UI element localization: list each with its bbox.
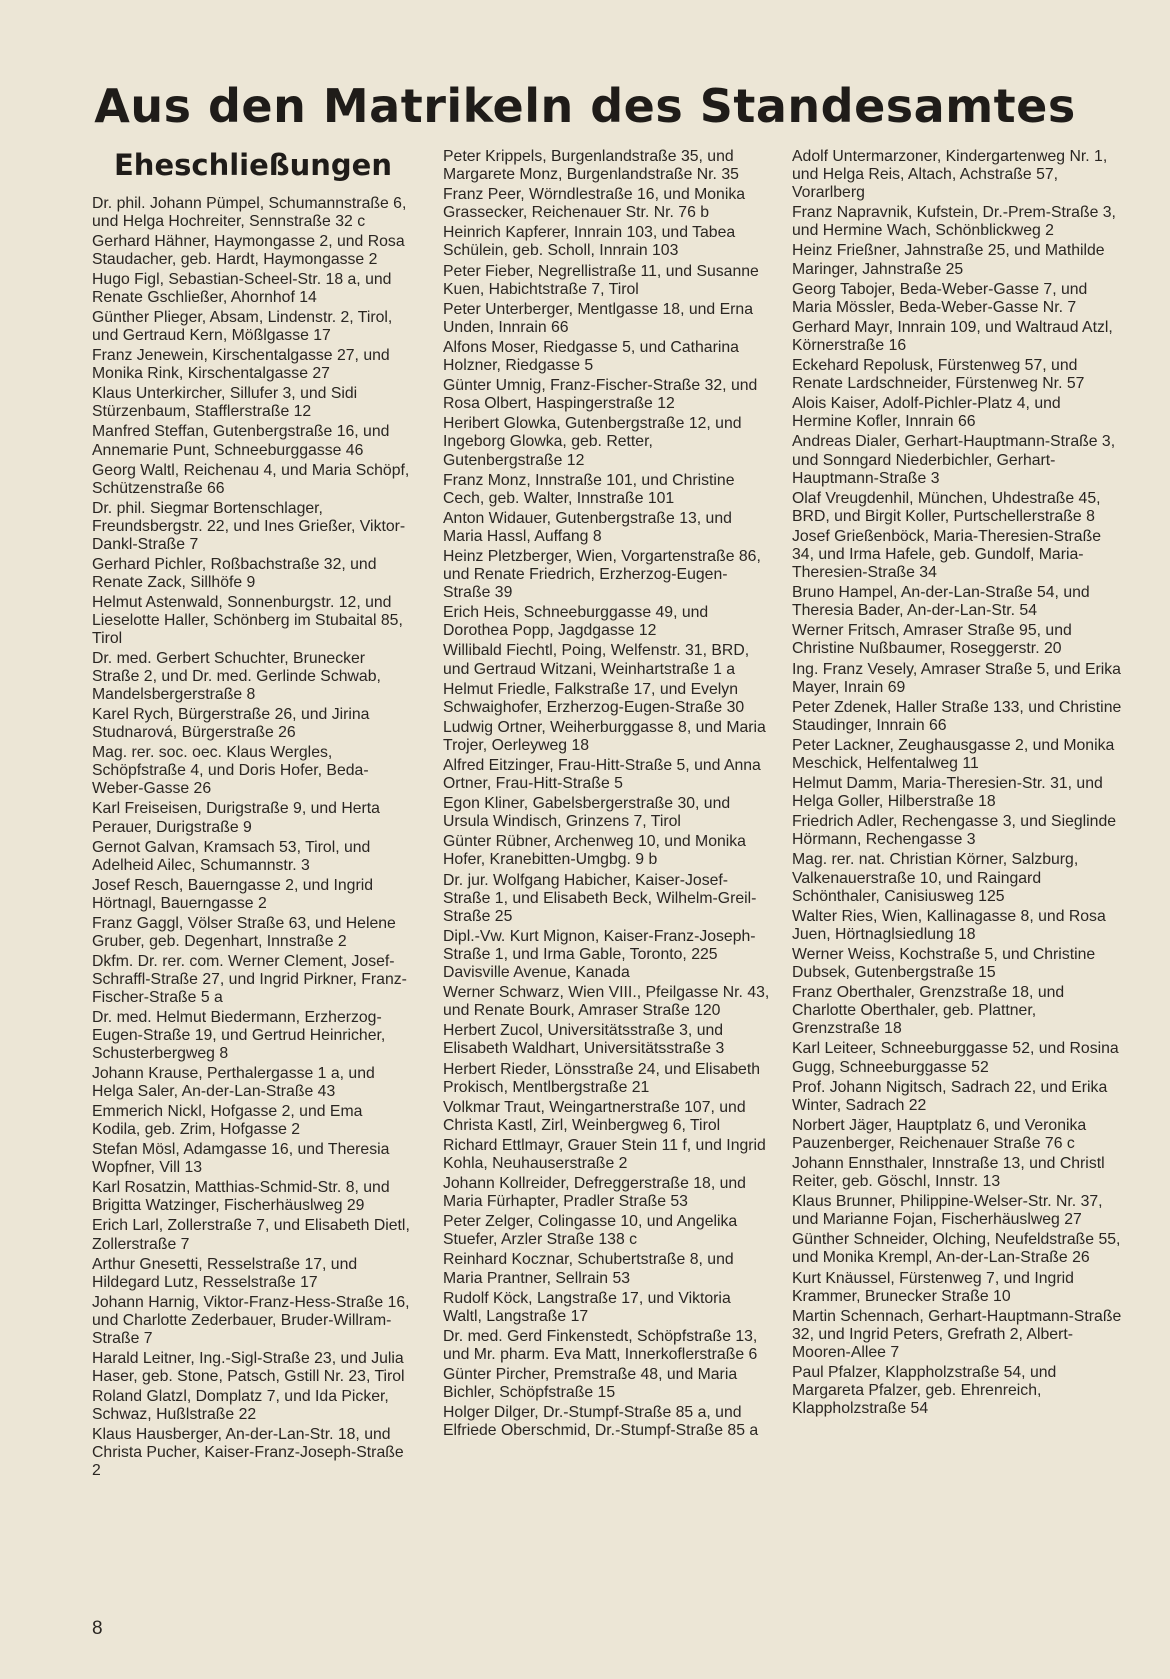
marriage-entry: Norbert Jäger, Hauptplatz 6, und Veronika Pauzenberger, Reichenauer Straße 76 c	[792, 1116, 1087, 1152]
marriage-entry: Peter Unterberger, Mentlgasse 18, und Erna Unden, Innrain 66	[443, 300, 753, 336]
page-title: Aus den Matrikeln des Standesamtes	[94, 79, 1076, 133]
marriage-entry: Martin Schennach, Gerhart-Hauptmann-Straße 32, und Ingrid Peters, Grefrath 2, Albert-Mooren-Allee 7	[792, 1307, 1122, 1361]
marriage-entry: Franz Peer, Wörndlestraße 16, und Monika Grassecker, Reichenauer Str. Nr. 76 b	[443, 186, 746, 222]
marriage-entry: Kurt Knäussel, Fürstenweg 7, und Ingrid Krammer, Brunecker Straße 10	[792, 1269, 1074, 1305]
marriage-entry: Heinrich Kapferer, Innrain 103, und Tabea Schülein, geb. Scholl, Innrain 103	[443, 224, 736, 260]
marriage-entry: Richard Ettlmayr, Grauer Stein 11 f, und Ingrid Kohla, Neuhauserstraße 2	[443, 1136, 766, 1172]
marriage-entry: Erich Heis, Schneeburggasse 49, und Dorothea Popp, Jagdgasse 12	[443, 604, 709, 640]
column-3	[792, 148, 1122, 1420]
marriage-entry: Helmut Damm, Maria-Theresien-Str. 31, und Helga Goller, Hilberstraße 18	[792, 775, 1103, 811]
marriage-entry: Karl Freiseisen, Durigstraße 9, und Herta Perauer, Durigstraße 9	[92, 800, 380, 836]
marriage-entry: Gerhard Hähner, Haymongasse 2, und Rosa Staudacher, geb. Hardt, Haymongasse 2	[92, 233, 405, 269]
marriage-entry: Herbert Zucol, Universitätsstraße 3, und Elisabeth Waldhart, Universitätsstraße 3	[443, 1022, 725, 1058]
marriage-entry: Olaf Vreugdenhil, München, Uhdestraße 45, BRD, und Birgit Koller, Purtschellerstraße 8	[792, 489, 1101, 525]
marriage-entry: Helmut Astenwald, Sonnenburgstr. 12, und Lieselotte Haller, Schönberg im Stubaital 85, Tirol	[92, 593, 403, 648]
marriage-entry: Johann Krause, Perthalergasse 1 a, und Helga Saler, An-der-Lan-Straße 43	[92, 1065, 375, 1101]
section-heading: Eheschließungen	[114, 148, 392, 182]
marriage-entry: Helmut Friedle, Falkstraße 17, und Evelyn Schwaighofer, Erzherzog-Eugen-Straße 30	[443, 680, 745, 716]
marriage-entry: Werner Schwarz, Wien VIII., Pfeilgasse Nr. 43, und Renate Bourk, Amraser Straße 120	[443, 984, 770, 1020]
marriage-entry: Johann Ennsthaler, Innstraße 13, und Christl Reiter, geb. Göschl, Innstr. 13	[792, 1154, 1105, 1191]
marriage-entry: Günter Umnig, Franz-Fischer-Straße 32, und Rosa Olbert, Haspingerstraße 12	[443, 377, 758, 413]
marriage-entry: Roland Glatzl, Domplatz 7, und Ida Picker, Schwaz, Hußlstraße 22	[92, 1387, 389, 1423]
entry-list	[92, 195, 414, 1480]
marriage-entry: Andreas Dialer, Gerhart-Hauptmann-Straße 3, und Sonngard Niederbichler, Gerhart-Hauptmann-Straße 3	[792, 433, 1116, 487]
marriage-entry: Reinhard Kocznar, Schubertstraße 8, und Maria Prantner, Sellrain 53	[443, 1251, 734, 1287]
entry-list	[792, 148, 1122, 1418]
marriage-entry: Georg Waltl, Reichenau 4, und Maria Schöpf, Schützenstraße 66	[92, 461, 410, 497]
marriage-entry: Volkmar Traut, Weingartnerstraße 107, und Christa Kastl, Zirl, Weinbergweg 6, Tirol	[443, 1098, 746, 1134]
marriage-entry: Gerhard Pichler, Roßbachstraße 32, und Renate Zack, Sillhöfe 9	[92, 555, 377, 591]
marriage-entry: Mag. rer. soc. oec. Klaus Wergles, Schöpfstraße 4, und Doris Hofer, Beda-Weber-Gasse 26	[92, 744, 369, 798]
marriage-entry: Gernot Galvan, Kramsach 53, Tirol, und Adelheid Ailec, Schumannstr. 3	[92, 838, 371, 874]
marriage-entry: Karl Rosatzin, Matthias-Schmid-Str. 8, und Brigitta Watzinger, Fischerhäuslweg 29	[92, 1179, 390, 1215]
marriage-entry: Ludwig Ortner, Weiherburggasse 8, und Maria Trojer, Oerleyweg 18	[443, 718, 766, 754]
marriage-entry: Johann Kollreider, Defreggerstraße 18, und Maria Fürhapter, Pradler Straße 53	[443, 1175, 746, 1211]
marriage-entry: Adolf Untermarzoner, Kindergartenweg Nr. 1, und Helga Reis, Altach, Achstraße 57, Vorarlberg	[792, 148, 1108, 202]
marriage-entry: Günther Schneider, Olching, Neufeldstraße 55, und Monika Krempl, An-der-Lan-Straße 26	[792, 1231, 1121, 1267]
marriage-entry: Hugo Figl, Sebastian-Scheel-Str. 18 a, und Renate Gschließer, Ahornhof 14	[92, 271, 392, 307]
marriage-entry: Heribert Glowka, Gutenbergstraße 12, und Ingeborg Glowka, geb. Retter, Gutenbergstraße 12	[443, 415, 742, 469]
marriage-entry: Paul Pfalzer, Klappholzstraße 54, und Margareta Pfalzer, geb. Ehrenreich, Klappholzstraße 54	[792, 1364, 1057, 1418]
marriage-entry: Alfons Moser, Riedgasse 5, und Catharina Holzner, Riedgasse 5	[443, 338, 739, 375]
marriage-entry: Dr. jur. Wolfgang Habicher, Kaiser-Josef-Straße 1, und Elisabeth Beck, Wilhelm-Greil-Straße 25	[443, 871, 757, 925]
marriage-entry: Bruno Hampel, An-der-Lan-Straße 54, und Theresia Bader, An-der-Lan-Str. 54	[792, 584, 1090, 620]
marriage-entry: Walter Ries, Wien, Kallinagasse 8, und Rosa Juen, Hörtnaglsiedlung 18	[792, 907, 1106, 943]
marriage-entry: Stefan Mösl, Adamgasse 16, und Theresia Wopfner, Vill 13	[92, 1141, 390, 1177]
marriage-entry: Klaus Hausberger, An-der-Lan-Str. 18, und Christa Pucher, Kaiser-Franz-Joseph-Straße 2	[92, 1425, 404, 1480]
marriage-entry: Dr. phil. Johann Pümpel, Schumannstraße 6, und Helga Hochreiter, Sennstraße 32 c	[92, 195, 407, 231]
marriage-entry: Peter Zdenek, Haller Straße 133, und Christine Staudinger, Innrain 66	[792, 698, 1122, 734]
marriage-entry: Heinz Frießner, Jahnstraße 25, und Mathilde Maringer, Jahnstraße 25	[792, 242, 1105, 278]
marriage-entry: Dr. med. Gerd Finkenstedt, Schöpfstraße 13, und Mr. pharm. Eva Matt, Innerkoflerstraße 6	[443, 1327, 758, 1363]
marriage-entry: Josef Grießenböck, Maria-Theresien-Straße 34, und Irma Hafele, geb. Gundolf, Maria-Theresien-Straße 34	[792, 527, 1102, 582]
marriage-entry: Mag. rer. nat. Christian Körner, Salzburg, Valkenauerstraße 10, und Raingard Schönthaler, Canisiusweg 125	[792, 851, 1079, 905]
marriage-entry: Holger Dilger, Dr.-Stumpf-Straße 85 a, und Elfriede Oberschmid, Dr.-Stumpf-Straße 85 a	[443, 1404, 759, 1440]
marriage-entry: Franz Napravnik, Kufstein, Dr.-Prem-Straße 3, und Hermine Wach, Schönblickweg 2	[792, 204, 1116, 240]
marriage-entry: Dr. med. Helmut Biedermann, Erzherzog-Eugen-Straße 19, und Gertrud Heinricher, Schusterbergweg 8	[92, 1008, 386, 1063]
column-2	[443, 148, 773, 1442]
marriage-entry: Gerhard Mayr, Innrain 109, und Waltraud Atzl, Körnerstraße 16	[792, 318, 1113, 354]
marriage-entry: Harald Leitner, Ing.-Sigl-Straße 23, und Julia Haser, geb. Stone, Patsch, Gstill Nr. 23, Tirol	[92, 1349, 405, 1385]
marriage-entry: Dr. phil. Siegmar Bortenschlager, Freundsbergstr. 22, und Ines Grießer, Viktor-Dankl-Straße 7	[92, 499, 406, 553]
marriage-entry: Franz Jenewein, Kirschentalgasse 27, und Monika Rink, Kirschentalgasse 27	[92, 347, 390, 383]
marriage-entry: Alois Kaiser, Adolf-Pichler-Platz 4, und Hermine Kofler, Innrain 66	[792, 395, 1061, 431]
marriage-entry: Eckehard Repolusk, Fürstenweg 57, und Renate Lardschneider, Fürstenweg Nr. 57	[792, 357, 1085, 393]
column-1	[92, 147, 414, 1482]
marriage-entry: Peter Lackner, Zeughausgasse 2, und Monika Meschick, Helfentalweg 11	[792, 736, 1115, 772]
marriage-entry: Günther Plieger, Absam, Lindenstr. 2, Tirol, und Gertraud Kern, Mößlgasse 17	[92, 309, 393, 345]
marriage-entry: Peter Fieber, Negrellistraße 11, und Susanne Kuen, Habichtstraße 7, Tirol	[443, 262, 759, 298]
marriage-entry: Johann Harnig, Viktor-Franz-Hess-Straße 16, und Charlotte Zederbauer, Bruder-Willram-Straße 7	[92, 1293, 410, 1347]
marriage-entry: Peter Zelger, Colingasse 10, und Angelika Stuefer, Arzler Straße 138 c	[443, 1213, 738, 1249]
marriage-entry: Peter Krippels, Burgenlandstraße 35, und Margarete Monz, Burgenlandstraße Nr. 35	[443, 148, 739, 184]
marriage-entry: Herbert Rieder, Lönsstraße 24, und Elisabeth Prokisch, Mentlbergstraße 21	[443, 1060, 760, 1096]
marriage-entry: Dkfm. Dr. rer. com. Werner Clement, Josef-Schraffl-Straße 27, und Ingrid Pirkner, Franz-Fischer-Straße 5 a	[92, 952, 407, 1006]
marriage-entry: Emmerich Nickl, Hofgasse 2, und Ema Kodila, geb. Zrim, Hofgasse 2	[92, 1103, 363, 1139]
marriage-entry: Karel Rych, Bürgerstraße 26, und Jirina Studnarová, Bürgerstraße 26	[92, 706, 370, 742]
marriage-entry: Günter Pircher, Premstraße 48, und Maria Bichler, Schöpfstraße 15	[443, 1366, 738, 1402]
marriage-entry: Josef Resch, Bauerngasse 2, und Ingrid Hörtnagl, Bauerngasse 2	[92, 876, 374, 912]
marriage-entry: Heinz Pletzberger, Wien, Vorgartenstraße 86, und Renate Friedrich, Erzherzog-Eugen-Straße 39	[443, 547, 761, 602]
page-number: 8	[92, 1618, 103, 1639]
marriage-entry: Erich Larl, Zollerstraße 7, und Elisabeth Dietl, Zollerstraße 7	[92, 1217, 410, 1253]
marriage-entry: Prof. Johann Nigitsch, Sadrach 22, und Erika Winter, Sadrach 22	[792, 1078, 1108, 1114]
marriage-entry: Egon Kliner, Gabelsbergerstraße 30, und Ursula Windisch, Grinzens 7, Tirol	[443, 795, 731, 831]
marriage-entry: Georg Tabojer, Beda-Weber-Gasse 7, und Maria Mössler, Beda-Weber-Gasse Nr. 7	[792, 280, 1088, 316]
marriage-entry: Anton Widauer, Gutenbergstraße 13, und Maria Hassl, Auffang 8	[443, 509, 732, 545]
marriage-entry: Ing. Franz Vesely, Amraser Straße 5, und Erika Mayer, Inrain 69	[792, 660, 1121, 696]
entry-list	[443, 148, 773, 1440]
marriage-entry: Manfred Steffan, Gutenbergstraße 16, und Annemarie Punt, Schneeburggasse 46	[92, 423, 390, 459]
marriage-entry: Franz Oberthaler, Grenzstraße 18, und Charlotte Oberthaler, geb. Plattner, Grenzstraße 18	[792, 984, 1065, 1038]
marriage-entry: Klaus Brunner, Philippine-Welser-Str. Nr. 37, und Marianne Fojan, Fischerhäuslweg 27	[792, 1193, 1103, 1229]
marriage-entry: Franz Gaggl, Völser Straße 63, und Helene Gruber, geb. Degenhart, Innstraße 2	[92, 914, 396, 950]
marriage-entry: Dipl.-Vw. Kurt Mignon, Kaiser-Franz-Joseph-Straße 1, und Irma Gable, Toronto, 225 Davisville Avenue, Kanada	[443, 927, 756, 982]
marriage-entry: Franz Monz, Innstraße 101, und Christine Cech, geb. Walter, Innstraße 101	[443, 471, 735, 507]
marriage-entry: Rudolf Köck, Langstraße 17, und Viktoria Waltl, Langstraße 17	[443, 1289, 731, 1325]
marriage-entry: Klaus Unterkircher, Sillufer 3, und Sidi Stürzenbaum, Stafflerstraße 12	[92, 385, 358, 421]
marriage-entry: Werner Fritsch, Amraser Straße 95, und Christine Nußbaumer, Roseggerstr. 20	[792, 622, 1072, 658]
marriage-entry: Dr. med. Gerbert Schuchter, Brunecker Straße 2, und Dr. med. Gerlinde Schwab, Mandelsbergerstraße 8	[92, 650, 381, 704]
marriage-entry: Alfred Eitzinger, Frau-Hitt-Straße 5, und Anna Ortner, Frau-Hitt-Straße 5	[443, 757, 761, 793]
marriage-entry: Willibald Fiechtl, Poing, Welfenstr. 31, BRD, und Gertraud Witzani, Weinhartstraße 1 a	[443, 642, 750, 678]
marriage-entry: Friedrich Adler, Rechengasse 3, und Sieglinde Hörmann, Rechengasse 3	[792, 813, 1117, 849]
marriage-entry: Arthur Gnesetti, Resselstraße 17, und Hildegard Lutz, Resselstraße 17	[92, 1255, 358, 1291]
marriage-entry: Günter Rübner, Archenweg 10, und Monika Hofer, Kranebitten-Umgbg. 9 b	[443, 833, 746, 869]
marriage-entry: Werner Weiss, Kochstraße 5, und Christine Dubsek, Gutenbergstraße 15	[792, 945, 1096, 982]
marriage-entry: Karl Leiteer, Schneeburggasse 52, und Rosina Gugg, Schneeburggasse 52	[792, 1040, 1119, 1076]
